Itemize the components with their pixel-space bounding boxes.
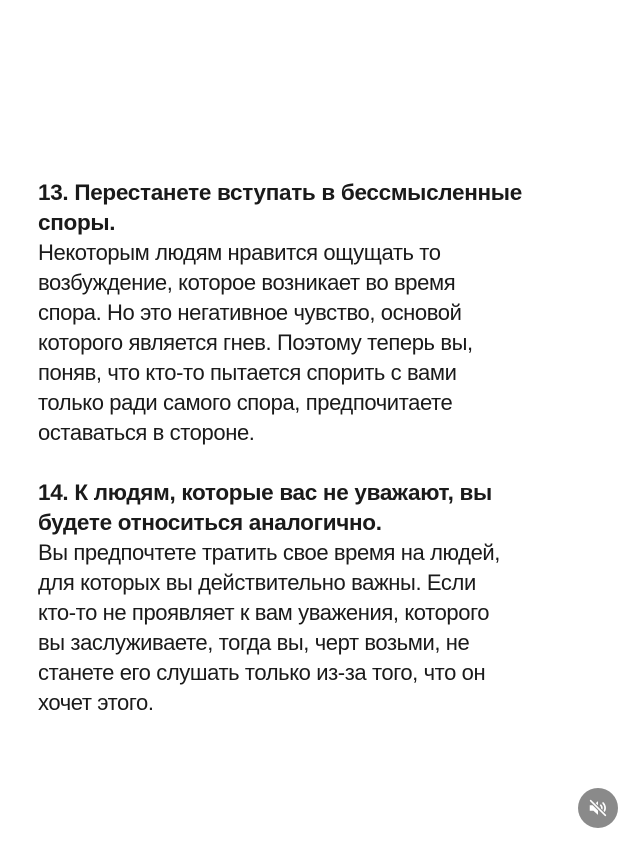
section-body: Вы предпочтете тратить свое время на людей, для которых вы действительно важны. Если кто-то не проявляет к вам уважения, которого вы заслуживаете, тогда вы, черт возьми, не станете его слушать только из-за того, что он хочет этого. (38, 540, 501, 715)
article-content (38, 178, 598, 748)
speaker-muted-icon (587, 797, 609, 819)
section-14 (38, 478, 598, 718)
section-heading: 13. Перестанете вступать в бессмысленные споры. (38, 180, 522, 235)
mute-button[interactable] (578, 788, 618, 828)
section-body: Некоторым людям нравится ощущать то возбуждение, которое возникает во время спора. Но это негативное чувство, основой которого является гнев. Поэтому теперь вы, поняв, что кто-то пытается спорить с вами только ради самого спора, предпочитаете оставаться в стороне. (38, 240, 473, 445)
section-13 (38, 178, 598, 448)
section-heading: 14. К людям, которые вас не уважают, вы будете относиться аналогично. (38, 480, 492, 535)
